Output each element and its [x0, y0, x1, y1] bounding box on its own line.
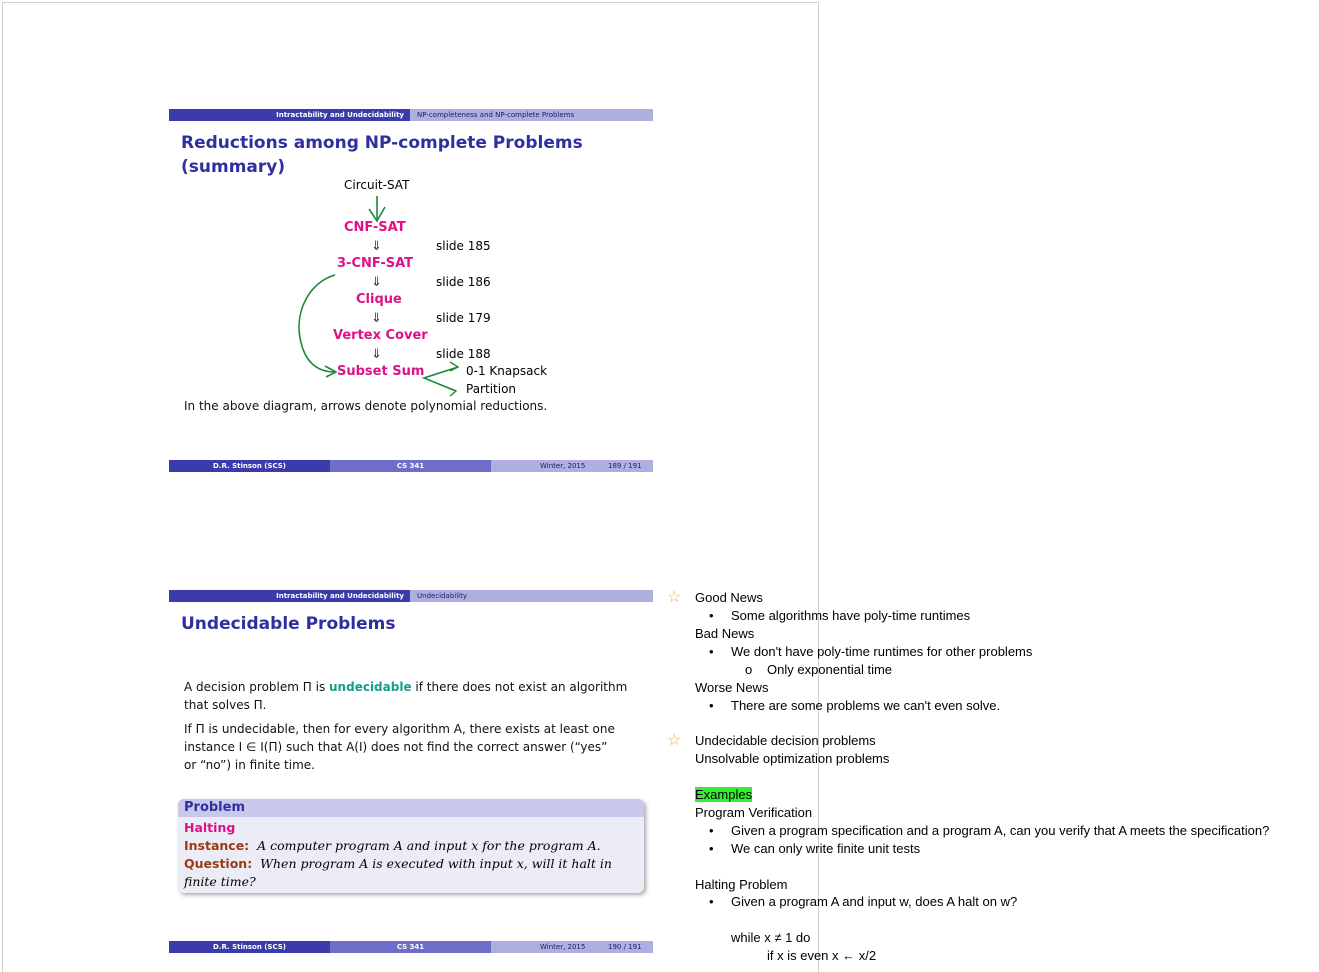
examples-highlight: Examples: [695, 787, 753, 802]
note-worse-news: Worse News: [695, 680, 769, 695]
slide1-title-line1: Reductions among NP-complete Problems: [181, 133, 583, 153]
slide1-footer-course: CS 341: [330, 460, 491, 472]
arrowhead-partition: [448, 388, 456, 396]
para1-text-a: A decision problem Π is: [184, 680, 330, 694]
note-hp-1: • Given a program A and input w, does A halt on w?: [731, 893, 1017, 911]
slide1-footer-info: [491, 460, 653, 472]
node-partition: Partition: [466, 382, 517, 396]
down-arrow-3: ⇓: [371, 311, 382, 326]
problem-block-body: [178, 817, 644, 893]
note-examples: [695, 786, 752, 804]
para2-line2: instance I ∈ I(Π) such that A(I) does not find the correct answer (“yes”: [184, 740, 608, 754]
slide2-headline: [169, 590, 653, 602]
problem-block-head: Problem: [178, 799, 644, 817]
slide2-footer-date: Winter, 2015: [540, 943, 586, 951]
para2-line3: or “no”) in finite time.: [184, 758, 315, 772]
slide1-footer-date: Winter, 2015: [540, 462, 586, 470]
slide2-footer-page: 190 / 191: [608, 943, 642, 951]
slide1-caption: In the above diagram, arrows denote polynomial reductions.: [184, 399, 548, 413]
slide2-footer-author: D.R. Stinson (SCS): [169, 941, 330, 953]
instance-label: Instance:: [184, 838, 250, 853]
para1-line2: that solves Π.: [184, 698, 267, 712]
note-worse-1: • There are some problems we can't even solve.: [731, 697, 1000, 715]
slide1-header-section: Intractability and Undecidability: [169, 109, 410, 121]
question-text: When program A is executed with input x, will it halt in: [260, 856, 612, 871]
slide2-footer-course: CS 341: [330, 941, 491, 953]
node-knapsack: 0-1 Knapsack: [466, 364, 548, 378]
slide2-footer-info: [491, 941, 653, 953]
node-clique: Clique: [356, 292, 402, 307]
note-pv-2: • We can only write finite unit tests: [731, 840, 920, 858]
slide-ref-185: slide 185: [436, 239, 491, 253]
para2-line1: If Π is undecidable, then for every algorithm A, there exists at least one: [184, 722, 615, 736]
arrowhead-knapsack: [450, 362, 458, 371]
slide2-title: Undecidable Problems: [181, 614, 396, 634]
slide2-header-section: Intractability and Undecidability: [169, 590, 410, 602]
note-good-news: Good News: [695, 590, 763, 605]
node-circuit-sat: Circuit-SAT: [344, 178, 410, 192]
instance-text: A computer program A and input x for the program A.: [257, 838, 601, 853]
slide-ref-186: slide 186: [436, 275, 491, 289]
question-label: Question:: [184, 856, 253, 871]
node-subset-sum: Subset Sum: [337, 364, 425, 379]
note-undecidable-decision: Undecidable decision problems: [695, 733, 876, 748]
problem-block: [178, 799, 644, 893]
node-cnf-sat: CNF-SAT: [344, 220, 406, 235]
arrow-subset-to-knapsack-partition: [424, 367, 458, 391]
star-icon-2: ☆: [667, 732, 682, 749]
slide1-title: [181, 131, 583, 179]
node-3-cnf-sat: 3-CNF-SAT: [337, 256, 414, 271]
slide-ref-179: slide 179: [436, 311, 491, 325]
down-arrow-1: ⇓: [371, 239, 382, 254]
note-code-2: if x is even x ← x/2: [767, 948, 877, 963]
note-bad-1a: o Only exponential time: [767, 661, 892, 679]
down-arrow-2: ⇓: [371, 275, 382, 290]
para1-line1: [184, 678, 644, 696]
slide-ref-188: slide 188: [436, 347, 491, 361]
problem-name: Halting: [184, 820, 236, 835]
slide2-paragraph-2: [184, 720, 654, 774]
slide1-footer-author: D.R. Stinson (SCS): [169, 460, 330, 472]
note-bad-1: • We don't have poly-time runtimes for other problems: [731, 643, 1032, 661]
note-pv-1: • Given a program specification and a program A, can you verify that A meets the specification?: [731, 822, 1269, 840]
note-unsolvable-optimization: Unsolvable optimization problems: [695, 751, 890, 766]
slide1-header-subsection: NP-completeness and NP-complete Problems: [410, 109, 653, 121]
slide2-paragraph-1: [184, 678, 644, 714]
slide1-footer-page: 189 / 191: [608, 462, 642, 470]
undecidable-term: undecidable: [329, 680, 412, 694]
note-good-1: • Some algorithms have poly-time runtimes: [731, 607, 970, 625]
note-bad-news: Bad News: [695, 626, 755, 641]
slide1-headline: [169, 109, 653, 121]
problem-question: [184, 855, 638, 873]
problem-instance: [184, 837, 638, 855]
down-arrow-4: ⇓: [371, 347, 382, 362]
slide2-header-subsection: Undecidability: [410, 590, 653, 602]
slide1-footline: [169, 460, 653, 472]
slide2-footline: [169, 941, 653, 953]
para1-text-c: if there does not exist an algorithm: [411, 680, 628, 694]
problem-question-cont: finite time?: [184, 874, 256, 889]
star-icon: ☆: [667, 589, 682, 606]
node-vertex-cover: Vertex Cover: [333, 328, 428, 343]
slide1-title-line2: (summary): [181, 157, 286, 177]
note-halting-problem: Halting Problem: [695, 877, 788, 892]
note-code-1: while x ≠ 1 do: [731, 930, 811, 945]
note-program-verification: Program Verification: [695, 805, 813, 820]
arrow-3cnf-to-subset: [299, 275, 335, 372]
